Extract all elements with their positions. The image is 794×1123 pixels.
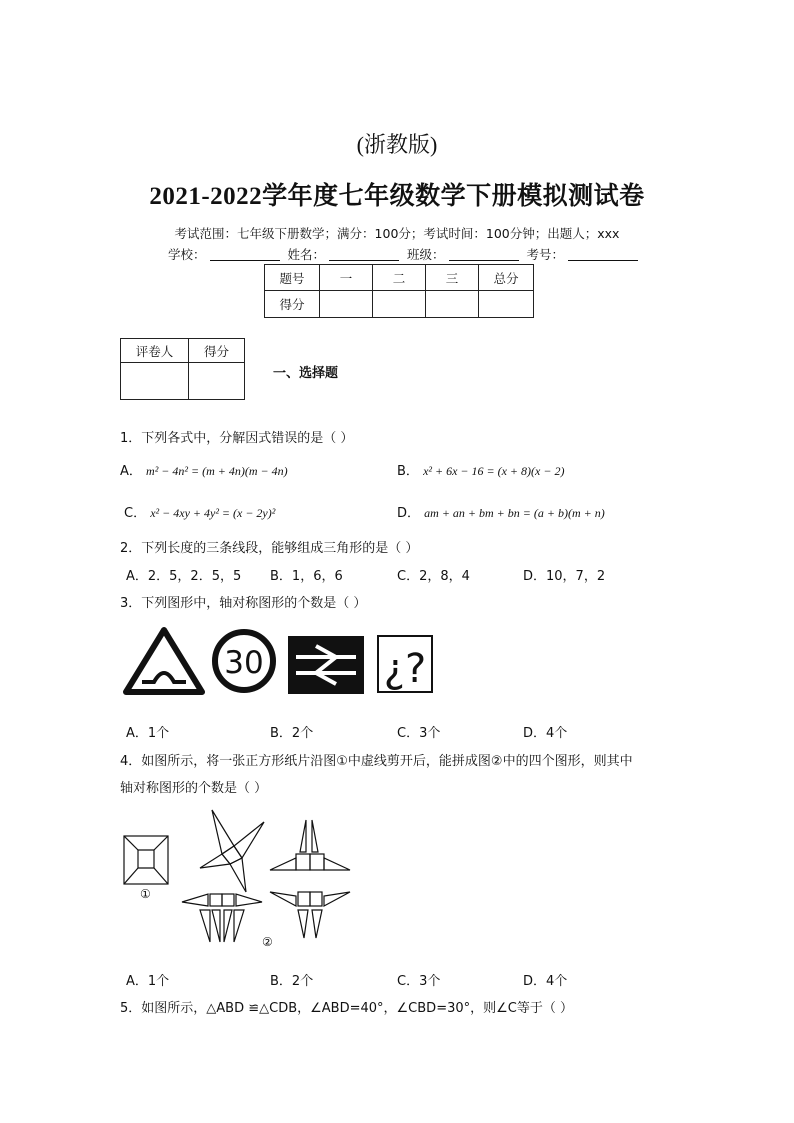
question-4-stem-line1: 4．如图所示，将一张正方形纸片沿图①中虚线剪开后，能拼成图②中的四个图形，则其中 <box>120 754 633 769</box>
railway-sign <box>288 636 364 694</box>
q1-option-c[interactable] <box>124 502 275 521</box>
score-header-cell: 一 <box>320 265 373 291</box>
q4-option-d[interactable]: D．4个 <box>523 974 568 989</box>
cut-square-figure <box>124 836 168 884</box>
grader-cell[interactable] <box>189 363 245 400</box>
class-field[interactable] <box>449 248 519 261</box>
hump-warning-sign <box>126 630 202 692</box>
score-cell[interactable] <box>320 291 373 318</box>
q3-option-a[interactable]: A．1个 <box>126 726 170 741</box>
q3-option-d[interactable]: D．4个 <box>523 726 568 741</box>
class-label: 班级： <box>407 247 445 262</box>
speed-limit-sign <box>215 632 273 690</box>
figure-2-label: ② <box>262 935 273 949</box>
question-4-stem-line2: 轴对称图形的个数是（ ） <box>120 781 268 796</box>
name-label: 姓名： <box>287 247 326 262</box>
option-label: A． <box>120 464 142 479</box>
grader-table <box>120 338 245 400</box>
q3-option-b[interactable]: B．2个 <box>270 726 314 741</box>
option-formula: am + an + bm + bn = (a + b)(m + n) <box>424 506 605 520</box>
exam-edition: (浙教版) <box>356 132 438 157</box>
arrow-figure <box>270 820 350 870</box>
option-label: B． <box>397 464 419 479</box>
option-label: C． <box>124 506 147 521</box>
score-row-label: 得分 <box>265 291 320 318</box>
q4-option-b[interactable]: B．2个 <box>270 974 314 989</box>
option-formula: x² − 4xy + 4y² = (x − 2y)² <box>150 506 276 520</box>
question-3-stem: 3．下列图形中，轴对称图形的个数是（ ） <box>120 596 367 611</box>
pinwheel-figure <box>200 810 264 892</box>
score-cell[interactable] <box>426 291 479 318</box>
score-cell[interactable] <box>479 291 534 318</box>
q2-option-d[interactable]: D．10，7，2 <box>523 569 606 584</box>
score-table <box>264 264 534 318</box>
grader-header-cell: 得分 <box>189 339 245 363</box>
speed-limit-number: 30 <box>224 645 264 681</box>
section-title: 一、选择题 <box>273 366 339 381</box>
q1-option-b[interactable] <box>397 460 564 479</box>
q2-option-a[interactable]: A．2．5，2．5，5 <box>126 569 242 584</box>
number-field[interactable] <box>568 248 638 261</box>
score-header-cell: 二 <box>373 265 426 291</box>
fan-figure <box>270 892 350 938</box>
question-5-stem: 5．如图所示，△ABD ≌△CDB，∠ABD=40°，∠CBD=30°，则∠C等于（ ） <box>120 1001 573 1016</box>
question-mark-sign <box>378 636 432 692</box>
option-formula: m² − 4n² = (m + 4n)(m − 4n) <box>146 464 288 478</box>
score-table-header-row <box>265 265 534 291</box>
q4-tangram-figures <box>118 806 358 954</box>
score-cell[interactable] <box>373 291 426 318</box>
grader-header-cell: 评卷人 <box>121 339 189 363</box>
exam-info: 考试范围：七年级下册数学；满分：100分；考试时间：100分钟；出题人；xxx <box>174 226 620 241</box>
q2-option-b[interactable]: B．1，6，6 <box>270 569 343 584</box>
question-mark-glyphs: ¿? <box>383 646 427 692</box>
q3-sign-figures <box>120 622 440 702</box>
question-2-stem: 2．下列长度的三条线段，能够组成三角形的是（ ） <box>120 541 419 556</box>
q1-option-a[interactable] <box>120 460 288 479</box>
school-label: 学校： <box>168 247 206 262</box>
number-label: 考号： <box>526 247 565 262</box>
figure-1-label: ① <box>140 887 151 901</box>
question-1-stem: 1．下列各式中，分解因式错误的是（ ） <box>120 431 354 446</box>
student-fields <box>168 245 642 263</box>
grader-cell[interactable] <box>121 363 189 400</box>
q4-option-c[interactable]: C．3个 <box>397 974 441 989</box>
page-title: 2021-2022学年度七年级数学下册模拟测试卷 <box>149 183 645 210</box>
q3-option-c[interactable]: C．3个 <box>397 726 441 741</box>
option-label: D． <box>397 506 421 521</box>
name-field[interactable] <box>329 248 399 261</box>
score-header-cell: 三 <box>426 265 479 291</box>
score-header-cell: 总分 <box>479 265 534 291</box>
score-header-cell: 题号 <box>265 265 320 291</box>
option-formula: x² + 6x − 16 = (x + 8)(x − 2) <box>423 464 565 478</box>
score-table-row <box>265 291 534 318</box>
q2-option-c[interactable]: C．2，8，4 <box>397 569 470 584</box>
q1-option-d[interactable] <box>397 502 605 521</box>
bridge-figure <box>182 894 262 942</box>
school-field[interactable] <box>210 248 280 261</box>
q4-option-a[interactable]: A．1个 <box>126 974 170 989</box>
